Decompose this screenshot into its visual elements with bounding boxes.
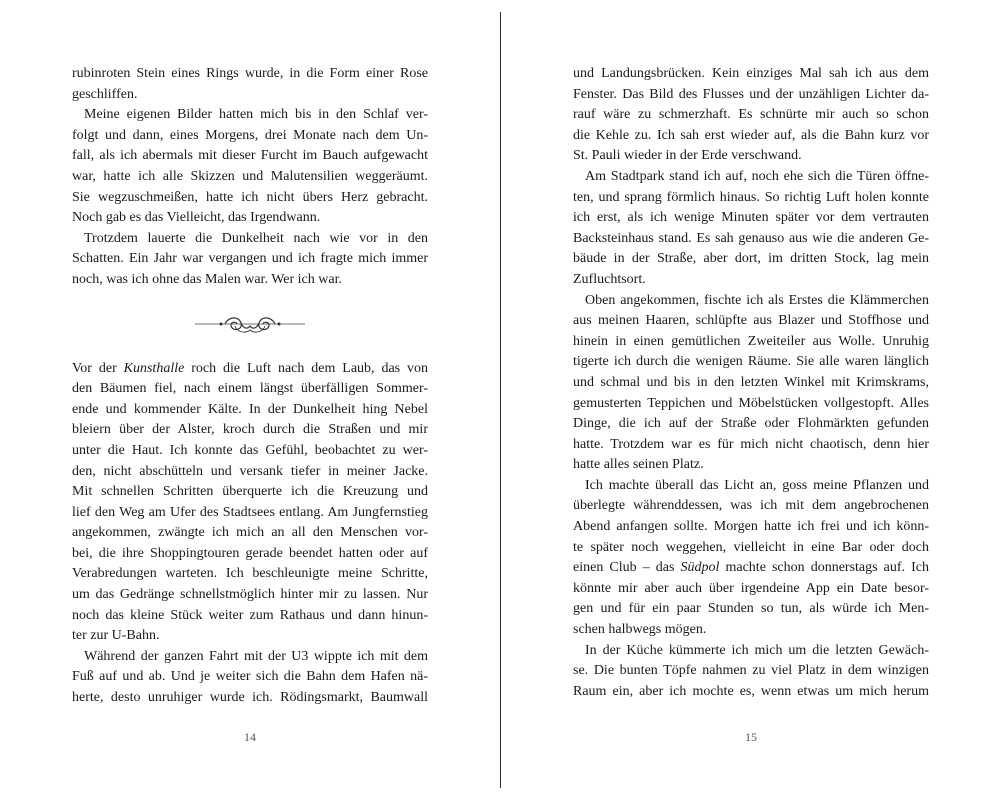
- text-line: überlegte währenddessen, was ich mit dem angebrochenen: [573, 498, 929, 514]
- text-line: hatte alles seinen Platz.: [573, 457, 704, 473]
- text-line: Raum ein, aber ich mochte es, wenn etwas um mich herum: [573, 683, 929, 699]
- text-fragment: roch die Luft nach dem Laub, das von: [184, 360, 429, 376]
- text-line: noch das kleine Stück weiter zum Rathaus und dann hinun-: [72, 607, 428, 623]
- text-line: Fenster. Das Bild des Flusses und der unzähligen Lichter da-: [573, 86, 929, 102]
- text-line: und schmal und bis in den letzten Winkel mit Krimskrams,: [573, 374, 929, 390]
- text-line: bäude in der Straße, aber dort, im dritten Stock, lag mein: [573, 251, 929, 267]
- text-line: lief den Weg am Ufer des Stadtsees entlang. Am Jungfernstieg: [72, 504, 428, 520]
- text-line: bleiern über der Alster, kroch durch die Straßen und mir: [72, 422, 428, 438]
- text-line: Mit schnellen Schritten überquerte ich die Kreuzung und: [72, 484, 428, 500]
- text-line: den Bäumen fiel, nach einem längst überfälligen Sommer-: [72, 381, 428, 397]
- text-line: Zufluchtsort.: [573, 271, 646, 287]
- text-line: Meine eigenen Bilder hatten mich bis in den Schlaf ver-: [84, 107, 428, 123]
- page-number-left: 14: [244, 730, 256, 744]
- text-line: könnte mir aber auch über irgendeine App ein Date besor-: [573, 580, 929, 596]
- text-line: In der Küche kümmerte ich mich um die letzten Gewäch-: [585, 642, 929, 658]
- text-line: aus meinen Haaren, schlüpfte aus Blazer und Stoffhose und: [573, 313, 929, 329]
- text-line: Am Stadtpark stand ich auf, noch ehe sich die Türen öffne-: [585, 168, 929, 184]
- text-line: angekommen, zwängte ich mich an all den Menschen vor-: [72, 525, 428, 541]
- text-line: tigerte ich durch die wenigen Räume. Sie alle waren länglich: [573, 354, 929, 370]
- text-line: [573, 558, 929, 579]
- left-page: [72, 64, 428, 709]
- text-line: hinein in einen gemütlichen Zweiteiler aus Wolle. Unruhig: [573, 333, 929, 349]
- text-line: noch, was ich ohne das Malen war. Wer ich war.: [72, 271, 342, 287]
- text-line: und Landungsbrücken. Kein einziges Mal sah ich aus dem: [573, 66, 929, 81]
- text-line: ten, und sprang förmlich hinaus. So richtig Luft holen konnte: [573, 189, 929, 205]
- text-line: ende und kommender Kälte. In der Dunkelheit hing Nebel: [72, 401, 428, 417]
- flourish-icon: [195, 312, 305, 336]
- text-line: Dinge, die ich auf der Straße oder Flohmärkten gefunden: [573, 416, 929, 432]
- text-line: Schatten. Ein Jahr war vergangen und ich fragte mich immer: [72, 251, 428, 267]
- text-line: herte, desto unruhiger wurde ich. Rödingsmarkt, Baumwall: [72, 690, 428, 706]
- gutter-divider: [500, 12, 501, 788]
- text-line: die Kehle zu. Ich sah erst wieder auf, als die Bahn kurz vor: [573, 127, 929, 143]
- text-line: Ich machte überall das Licht an, goss meine Pflanzen und: [585, 477, 929, 493]
- text-line: ter zur U-Bahn.: [72, 628, 160, 644]
- italic-title: Kunsthalle: [123, 360, 185, 376]
- text-line: war, hatte ich alle Skizzen und Malutensilien weggeräumt.: [72, 168, 428, 184]
- text-line: fall, als ich abermals mit dieser Furcht im Bauch aufgewacht: [72, 148, 428, 164]
- italic-club-name: Südpol: [680, 560, 720, 576]
- text-line: Fuß auf und ab. Und je weiter sich die Bahn dem Hafen nä-: [72, 669, 428, 685]
- text-line: Sie wegzuschmeißen, hatte ich nicht übers Herz gebracht.: [72, 189, 428, 205]
- text-line: schen halbwegs mögen.: [573, 622, 707, 638]
- text-line: Während der ganzen Fahrt mit der U3 wippte ich mit dem: [84, 648, 428, 664]
- text-line: se. Die bunten Töpfe nahmen zu viel Platz in dem winzigen: [573, 663, 929, 679]
- text-line: folgt und dann, eines Morgens, drei Monate nach dem Un-: [72, 127, 428, 143]
- text-line: te später noch weggehen, vielleicht in eine Bar oder doch: [573, 539, 929, 555]
- text-line: Noch gab es das Vielleicht, das Irgendwann.: [72, 210, 321, 226]
- text-line: gemusterten Teppichen und Möbelstücken vollgestopft. Alles: [573, 395, 929, 411]
- text-line: um das Gedränge schnellstmöglich hinter mir zu lassen. Nur: [72, 587, 428, 603]
- text-line: rubinroten Stein eines Rings wurde, in die Form einer Rose: [72, 66, 428, 81]
- text-fragment: machte schon donnerstags auf. Ich: [719, 560, 929, 576]
- text-line: ich erst, als ich wenige Minuten später vor dem vertrauten: [573, 210, 929, 226]
- text-fragment: Vor der: [72, 360, 124, 376]
- text-line: den, nicht abschütteln und versank tiefer in meiner Jacke.: [72, 463, 428, 479]
- text-line: hatte. Trotzdem war es für mich nicht chaotisch, denn hier: [573, 436, 929, 452]
- text-line: Trotzdem lauerte die Dunkelheit nach wie vor in den: [84, 230, 428, 246]
- right-page: [573, 64, 929, 702]
- text-line: Abend anfangen sollte. Morgen hatte ich frei und ich könn-: [573, 519, 929, 535]
- text-line: unter die Haut. Ich konnte das Gefühl, beobachtet zu wer-: [72, 442, 428, 458]
- text-line: Oben angekommen, fischte ich als Erstes die Klämmerchen: [585, 292, 929, 308]
- text-line: geschliffen.: [72, 86, 138, 102]
- text-fragment: einen Club – das: [573, 560, 681, 576]
- text-line: [72, 359, 428, 380]
- text-line: Backsteinhaus stand. Es sah genauso aus wie die anderen Ge-: [573, 230, 929, 246]
- text-line: St. Pauli wieder in der Erde verschwand.: [573, 148, 802, 164]
- text-line: rauf wäre zu schmerzhaft. Es schnürte mir auch so schon: [573, 107, 929, 123]
- text-line: Verabredungen warteten. Ich beschleunigte meine Schritte,: [72, 566, 428, 582]
- text-line: bei, die ihre Shoppingtouren gerade beendet hatten oder auf: [72, 545, 428, 561]
- section-break-ornament: [72, 303, 428, 345]
- page-number-right: 15: [745, 730, 757, 744]
- text-line: gen und für ein paar Stunden so tun, als würde ich Men-: [573, 601, 929, 617]
